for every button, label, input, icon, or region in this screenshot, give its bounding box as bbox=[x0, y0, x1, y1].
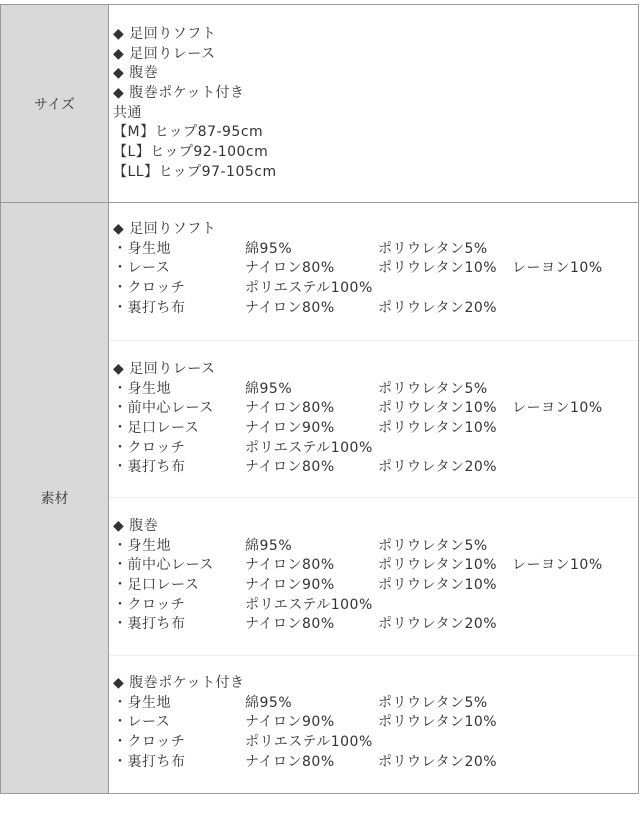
fiber-2: ポリウレタン10% bbox=[378, 400, 498, 417]
material-section bbox=[109, 498, 638, 656]
fiber-3 bbox=[512, 240, 638, 260]
part-name: ・クロッチ bbox=[113, 734, 186, 751]
fiber-1: ナイロン80% bbox=[245, 400, 335, 417]
material-item bbox=[113, 458, 638, 478]
fiber-1: ポリエステル100% bbox=[245, 596, 373, 613]
material-item bbox=[113, 259, 638, 279]
material-item bbox=[113, 615, 638, 635]
part-name: ・裏打ち布 bbox=[113, 753, 186, 770]
fiber-2: ポリウレタン5% bbox=[378, 240, 488, 257]
part-name: ・裏打ち布 bbox=[113, 299, 186, 316]
fiber-3 bbox=[512, 380, 638, 400]
material-item bbox=[113, 240, 638, 260]
fiber-3 bbox=[512, 458, 638, 478]
part-name: ・クロッチ bbox=[113, 596, 186, 613]
fiber-3 bbox=[512, 537, 638, 557]
material-item bbox=[113, 576, 638, 596]
fiber-2: ポリウレタン10% bbox=[378, 714, 498, 731]
section-title: ◆ 足回りソフト bbox=[113, 221, 217, 237]
fiber-2: ポリウレタン20% bbox=[378, 616, 498, 633]
fiber-3 bbox=[512, 733, 638, 753]
part-name: ・裏打ち布 bbox=[113, 459, 186, 476]
fiber-2: ポリウレタン10% bbox=[378, 557, 498, 574]
part-name: ・身生地 bbox=[113, 240, 171, 257]
size-line: ◆ 腹巻ポケット付き bbox=[113, 85, 245, 102]
fiber-3 bbox=[512, 439, 638, 459]
fiber-3: レーヨン10% bbox=[512, 260, 603, 277]
material-label: 素材 bbox=[1, 203, 109, 793]
size-line: 【L】ヒップ92-100cm bbox=[113, 144, 269, 161]
material-item bbox=[113, 694, 638, 714]
fiber-2: ポリウレタン20% bbox=[378, 299, 498, 316]
size-line: 【LL】ヒップ97-105cm bbox=[113, 163, 277, 180]
fiber-1: ナイロン80% bbox=[245, 299, 335, 316]
fiber-2: ポリウレタン10% bbox=[378, 577, 498, 594]
material-item bbox=[113, 556, 638, 576]
fiber-3 bbox=[512, 615, 638, 635]
material-details bbox=[109, 203, 638, 793]
part-name: ・前中心レース bbox=[113, 400, 214, 417]
fiber-1: ナイロン80% bbox=[245, 616, 335, 633]
fiber-2: ポリウレタン5% bbox=[378, 380, 488, 397]
fiber-1: ポリエステル100% bbox=[245, 734, 373, 751]
spec-table bbox=[0, 4, 639, 794]
part-name: ・レース bbox=[113, 714, 171, 731]
material-item bbox=[113, 733, 638, 753]
fiber-1: ナイロン80% bbox=[245, 260, 335, 277]
part-name: ・足口レース bbox=[113, 420, 200, 437]
part-name: ・足口レース bbox=[113, 577, 200, 594]
size-line: 共通 bbox=[113, 104, 142, 121]
size-line: ◆ 足回りレース bbox=[113, 45, 216, 62]
section-title: ◆ 足回りレース bbox=[113, 361, 216, 377]
fiber-3 bbox=[512, 279, 638, 299]
material-item bbox=[113, 299, 638, 319]
fiber-1: ナイロン90% bbox=[245, 577, 335, 594]
material-section bbox=[109, 656, 638, 793]
part-name: ・身生地 bbox=[113, 380, 171, 397]
fiber-3: レーヨン10% bbox=[512, 557, 603, 574]
fiber-3 bbox=[512, 753, 638, 773]
material-row bbox=[1, 203, 638, 793]
fiber-2 bbox=[378, 279, 512, 299]
fiber-2: ポリウレタン5% bbox=[378, 537, 488, 554]
material-item bbox=[113, 399, 638, 419]
fiber-1: ナイロン90% bbox=[245, 420, 335, 437]
fiber-2: ポリウレタン10% bbox=[378, 420, 498, 437]
section-title: ◆ 腹巻 bbox=[113, 518, 159, 534]
size-line: ◆ 足回りソフト bbox=[113, 26, 217, 42]
material-item bbox=[113, 753, 638, 773]
section-title: ◆ 腹巻ポケット付き bbox=[113, 675, 245, 691]
material-item bbox=[113, 713, 638, 733]
fiber-3 bbox=[512, 299, 638, 319]
fiber-1: ナイロン80% bbox=[245, 557, 335, 574]
size-line: 【M】ヒップ87-95cm bbox=[113, 124, 264, 141]
fiber-1: ポリエステル100% bbox=[245, 280, 373, 297]
fiber-1: ナイロン90% bbox=[245, 714, 335, 731]
size-row bbox=[1, 5, 638, 203]
fiber-3 bbox=[512, 596, 638, 616]
material-section bbox=[109, 203, 638, 341]
fiber-2: ポリウレタン10% bbox=[378, 260, 498, 277]
part-name: ・クロッチ bbox=[113, 280, 186, 297]
material-item bbox=[113, 419, 638, 439]
material-item bbox=[113, 596, 638, 616]
material-item bbox=[113, 439, 638, 459]
fiber-3 bbox=[512, 713, 638, 733]
size-line: ◆ 腹巻 bbox=[113, 65, 159, 82]
part-name: ・レース bbox=[113, 260, 171, 277]
size-label: サイズ bbox=[1, 5, 109, 202]
fiber-1: ナイロン80% bbox=[245, 753, 335, 770]
fiber-2 bbox=[378, 439, 512, 459]
fiber-1: ナイロン80% bbox=[245, 459, 335, 476]
part-name: ・裏打ち布 bbox=[113, 616, 186, 633]
fiber-2: ポリウレタン20% bbox=[378, 753, 498, 770]
fiber-2: ポリウレタン5% bbox=[378, 694, 488, 711]
part-name: ・身生地 bbox=[113, 537, 171, 554]
fiber-1: 綿95% bbox=[245, 240, 293, 257]
fiber-1: 綿95% bbox=[245, 380, 293, 397]
fiber-2 bbox=[378, 733, 512, 753]
fiber-1: 綿95% bbox=[245, 694, 293, 711]
material-item bbox=[113, 279, 638, 299]
fiber-3: レーヨン10% bbox=[512, 400, 603, 417]
fiber-1: ポリエステル100% bbox=[245, 439, 373, 456]
fiber-2 bbox=[378, 596, 512, 616]
material-item bbox=[113, 380, 638, 400]
fiber-2: ポリウレタン20% bbox=[378, 459, 498, 476]
part-name: ・身生地 bbox=[113, 694, 171, 711]
size-details bbox=[109, 5, 638, 202]
part-name: ・前中心レース bbox=[113, 557, 214, 574]
fiber-3 bbox=[512, 576, 638, 596]
fiber-3 bbox=[512, 694, 638, 714]
fiber-1: 綿95% bbox=[245, 537, 293, 554]
part-name: ・クロッチ bbox=[113, 439, 186, 456]
material-item bbox=[113, 537, 638, 557]
fiber-3 bbox=[512, 419, 638, 439]
material-section bbox=[109, 341, 638, 498]
